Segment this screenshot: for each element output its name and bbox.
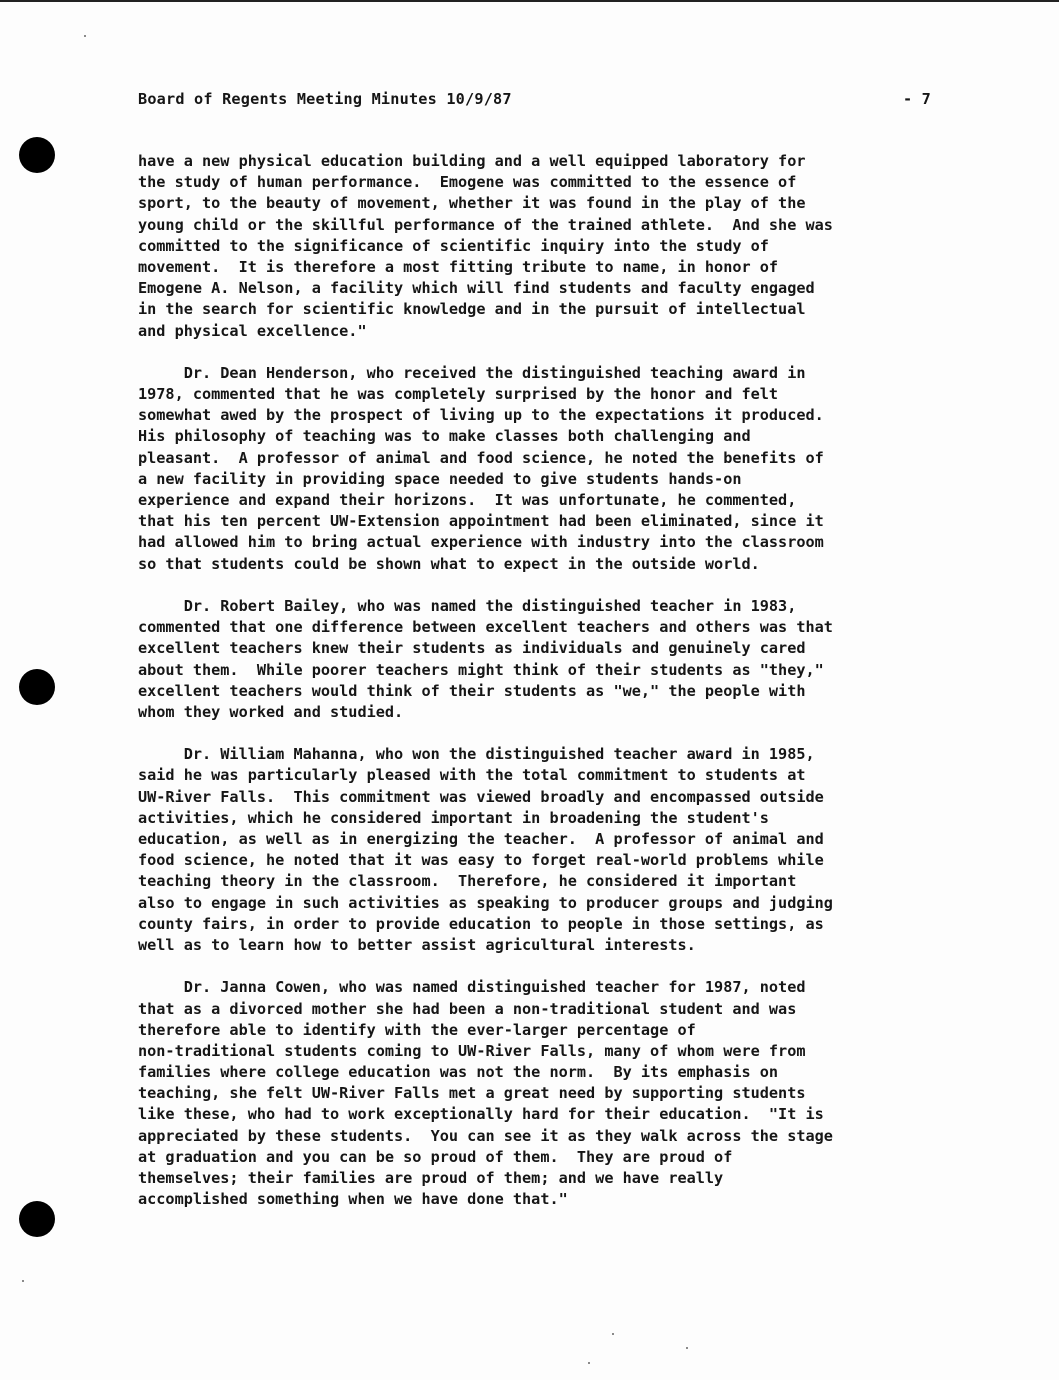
text-line: the study of human performance. Emogene was committed to the essence of <box>138 173 797 192</box>
text-line: Dr. Janna Cowen, who was named distinguished teacher for 1987, noted <box>138 978 806 997</box>
text-line: so that students could be shown what to expect in the outside world. <box>138 554 760 573</box>
paragraph <box>138 151 938 342</box>
text-line: Dr. Dean Henderson, who received the distinguished teaching award in <box>138 363 806 382</box>
text-line: that as a divorced mother she had been a non-traditional student and was <box>138 999 797 1018</box>
text-line: excellent teachers would think of their students as "we," the people with <box>138 681 806 700</box>
text-line: appreciated by these students. You can see it as they walk across the stage <box>138 1126 833 1145</box>
text-line: Dr. William Mahanna, who won the distinguished teacher award in 1985, <box>138 745 815 764</box>
scan-speck <box>84 35 86 37</box>
text-line: also to engage in such activities as speaking to producer groups and judging <box>138 893 833 912</box>
text-line: like these, who had to work exceptionally hard for their education. "It is <box>138 1105 824 1124</box>
text-line: in the search for scientific knowledge and in the pursuit of intellectual <box>138 300 806 319</box>
text-line: well as to learn how to better assist agricultural interests. <box>138 935 696 954</box>
text-line: Dr. Robert Bailey, who was named the distinguished teacher in 1983, <box>138 596 797 615</box>
text-line: young child or the skillful performance of the trained athlete. And she was <box>138 215 833 234</box>
text-line: whom they worked and studied. <box>138 702 404 721</box>
text-line: excellent teachers knew their students as individuals and genuinely cared <box>138 639 806 658</box>
text-line: pleasant. A professor of animal and food science, he noted the benefits of <box>138 448 824 467</box>
page-number: - 7 <box>902 90 931 108</box>
text-line: said he was particularly pleased with the total commitment to students at <box>138 766 806 785</box>
paragraph <box>138 363 938 575</box>
text-line: movement. It is therefore a most fitting tribute to name, in honor of <box>138 257 779 276</box>
text-line: at graduation and you can be so proud of them. They are proud of <box>138 1147 733 1166</box>
text-line: themselves; their families are proud of them; and we have really <box>138 1169 724 1187</box>
text-line: teaching theory in the classroom. Therefore, he considered it important <box>138 872 797 891</box>
text-line: 1978, commented that he was completely surprised by the honor and felt <box>138 385 779 404</box>
paragraph <box>138 977 938 1210</box>
text-line: UW-River Falls. This commitment was viewed broadly and encompassed outside <box>138 787 824 806</box>
scan-top-edge <box>0 0 1059 2</box>
text-line: therefore able to identify with the ever-larger percentage of <box>138 1020 696 1039</box>
punch-hole-middle <box>19 669 55 705</box>
text-line: a new facility in providing space needed to give students hands-on <box>138 469 742 488</box>
minutes-body <box>138 151 938 1210</box>
paragraph <box>138 596 938 723</box>
punch-hole-bottom <box>19 1201 55 1237</box>
page-header <box>138 90 938 114</box>
text-line: committed to the significance of scientific inquiry into the study of <box>138 236 769 255</box>
text-line: education, as well as in energizing the teacher. A professor of animal and <box>138 830 824 848</box>
text-line: have a new physical education building and a well equipped laboratory for <box>138 152 806 170</box>
document-title: Board of Regents Meeting Minutes 10/9/87 <box>138 90 512 108</box>
text-line: accomplished something when we have done that." <box>138 1190 568 1209</box>
text-line: families where college education was not the norm. By its emphasis on <box>138 1063 779 1082</box>
text-line: about them. While poorer teachers might think of their students as "they," <box>138 660 824 679</box>
scan-speck <box>612 1333 614 1335</box>
scan-speck <box>686 1347 688 1349</box>
text-line: somewhat awed by the prospect of living up to the expectations it produced. <box>138 406 824 425</box>
text-line: food science, he noted that it was easy to forget real-world problems while <box>138 851 824 870</box>
text-line: Emogene A. Nelson, a facility which will find students and faculty engaged <box>138 279 815 298</box>
text-line: and physical excellence." <box>138 321 367 340</box>
text-line: commented that one difference between excellent teachers and others was that <box>138 618 833 637</box>
text-line: experience and expand their horizons. It was unfortunate, he commented, <box>138 491 797 509</box>
text-line: His philosophy of teaching was to make classes both challenging and <box>138 427 751 446</box>
text-line: activities, which he considered important in broadening the student's <box>138 808 769 827</box>
paragraph <box>138 744 938 956</box>
text-line: county fairs, in order to provide education to people in those settings, as <box>138 914 824 933</box>
text-line: non-traditional students coming to UW-River Falls, many of whom were from <box>138 1041 806 1060</box>
scan-speck <box>588 1362 590 1364</box>
scan-speck <box>22 1280 24 1282</box>
text-line: had allowed him to bring actual experience with industry into the classroom <box>138 533 824 552</box>
punch-hole-top <box>19 137 55 173</box>
text-line: sport, to the beauty of movement, whether it was found in the play of the <box>138 194 806 213</box>
text-line: that his ten percent UW-Extension appointment had been eliminated, since it <box>138 512 824 531</box>
text-line: teaching, she felt UW-River Falls met a great need by supporting students <box>138 1084 806 1103</box>
